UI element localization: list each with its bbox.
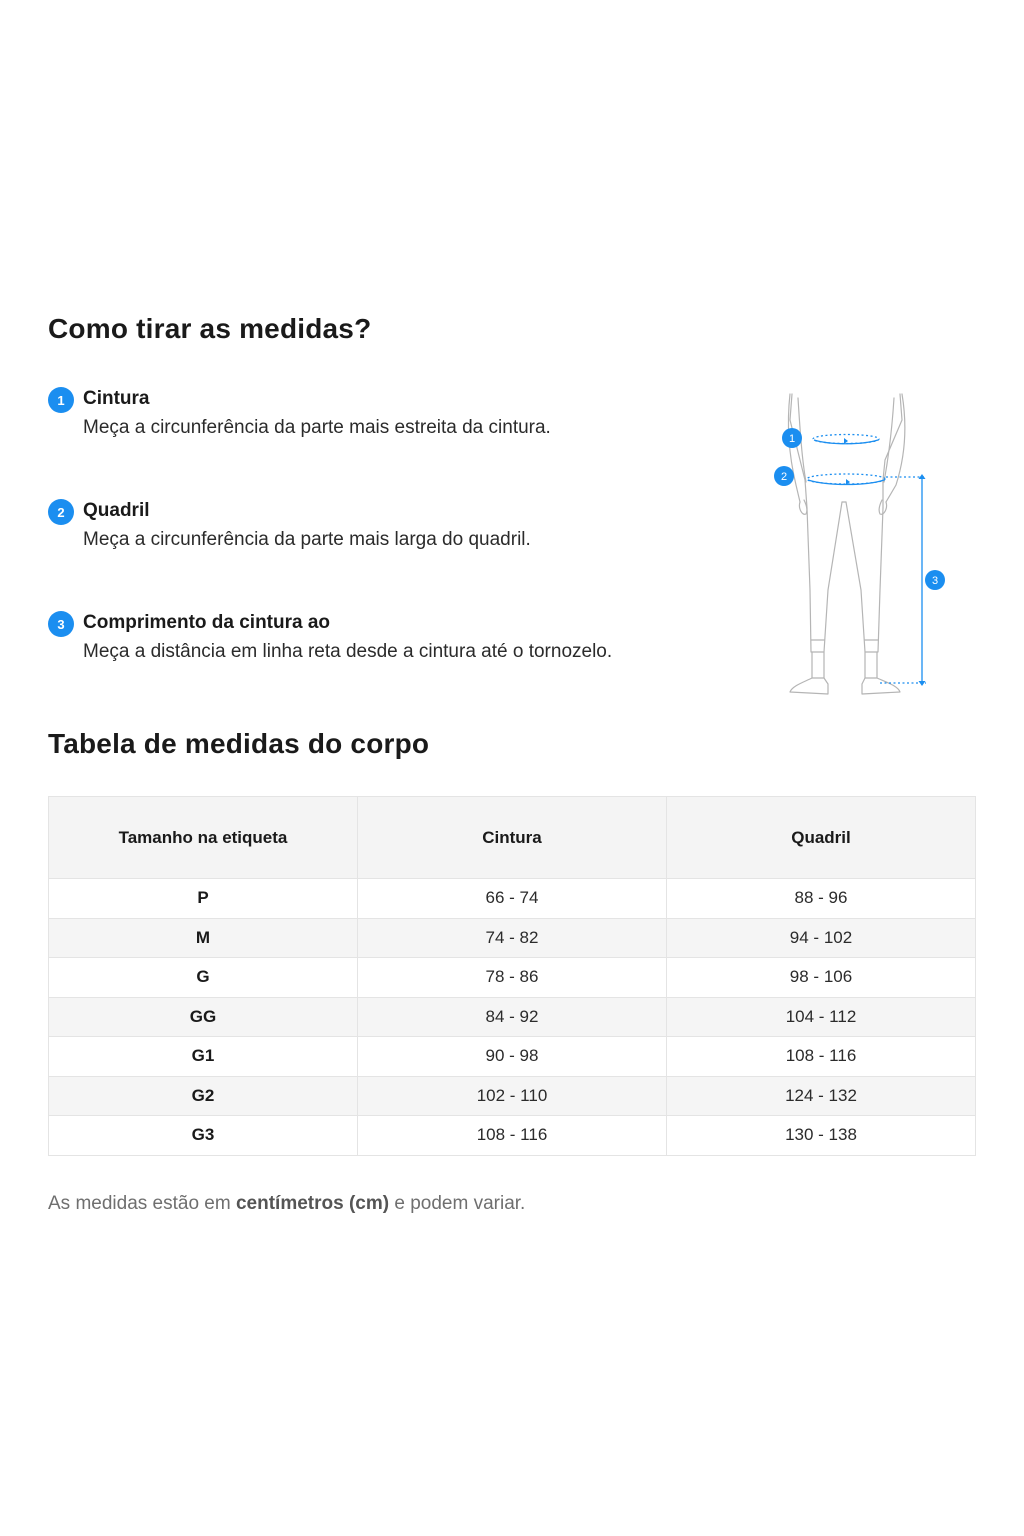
svg-text:1: 1 [788,433,796,445]
step-number-badge: 1 [48,387,74,413]
size-cell: G1 [49,1037,358,1077]
hip-cell: 130 - 138 [667,1116,976,1156]
waist-cell: 66 - 74 [358,879,667,919]
units-note-bold: centímetros (cm) [235,1193,390,1214]
hip-cell: 108 - 116 [667,1037,976,1077]
units-note-prefix: As medidas estão em [48,1193,236,1214]
how-to-measure-title: Como tirar as medidas? [48,313,372,344]
step-title: Quadril [83,500,150,521]
hip-cell: 104 - 112 [667,997,976,1037]
size-table [48,796,976,1156]
table-row [49,1116,976,1156]
size-table-title: Tabela de medidas do corpo [48,728,430,759]
step-description: Meça a circunferência da parte mais estreita da cintura. [83,417,551,438]
svg-text:3: 3 [931,575,939,587]
units-note-suffix: e podem variar. [389,1193,526,1214]
step-number-badge: 3 [48,611,74,637]
hip-cell: 124 - 132 [667,1076,976,1116]
table-row [49,1076,976,1116]
table-row [49,918,976,958]
waist-cell: 84 - 92 [358,997,667,1037]
step-description: Meça a circunferência da parte mais larga do quadril. [83,529,531,550]
waist-cell: 74 - 82 [358,918,667,958]
size-cell: G2 [49,1076,358,1116]
header-size-label: Tamanho na etiqueta [49,797,358,879]
body-measurement-figure [770,390,960,700]
size-cell: G [49,958,358,998]
waist-cell: 108 - 116 [358,1116,667,1156]
hip-cell: 98 - 106 [667,958,976,998]
figure-marker-3 [925,570,945,590]
figure-marker-2 [774,466,794,486]
svg-text:2: 2 [780,471,788,483]
table-row [49,1037,976,1077]
header-waist: Cintura [358,797,667,879]
size-cell: GG [49,997,358,1037]
size-cell: P [49,879,358,919]
step-title: Comprimento da cintura ao [83,612,331,633]
hip-cell: 88 - 96 [667,879,976,919]
size-cell: M [49,918,358,958]
table-row [49,997,976,1037]
table-row [49,879,976,919]
table-header-row [49,797,976,879]
size-cell: G3 [49,1116,358,1156]
step-number-badge: 2 [48,499,74,525]
step-description: Meça a distância em linha reta desde a cintura até o tornozelo. [83,641,613,662]
hip-cell: 94 - 102 [667,918,976,958]
table-row [49,958,976,998]
body-outline [788,394,904,694]
figure-marker-1 [782,428,802,448]
header-hip: Quadril [667,797,976,879]
waist-cell: 102 - 110 [358,1076,667,1116]
step-title: Cintura [83,388,150,409]
units-note [48,1193,525,1215]
waist-cell: 78 - 86 [358,958,667,998]
waist-cell: 90 - 98 [358,1037,667,1077]
